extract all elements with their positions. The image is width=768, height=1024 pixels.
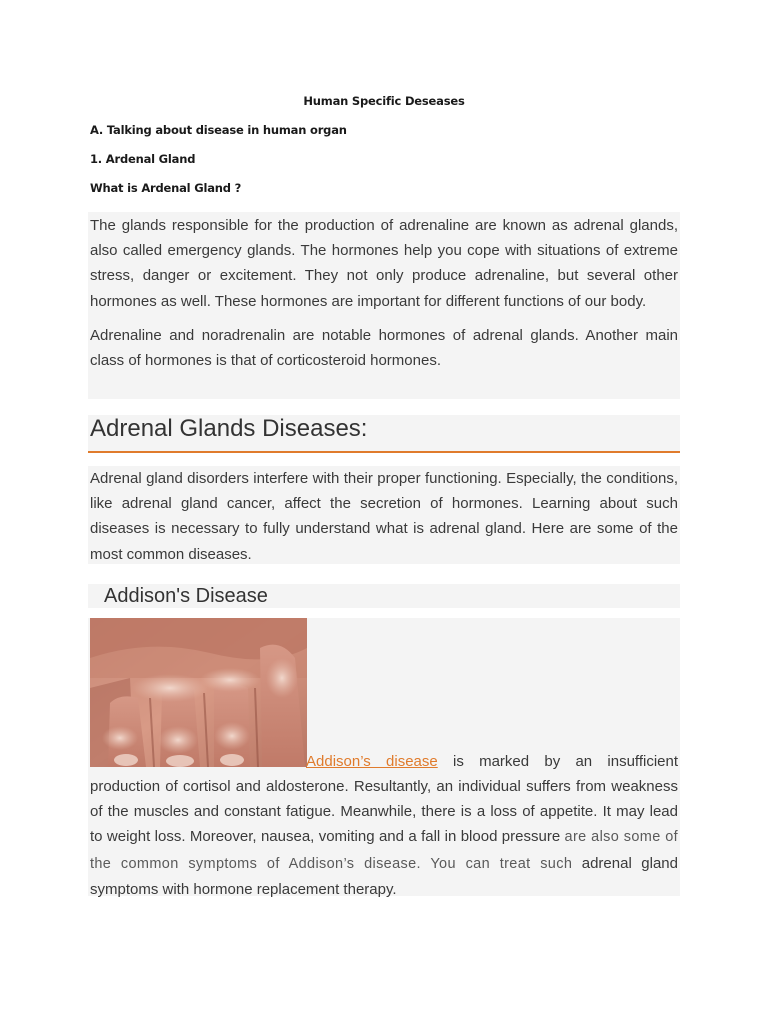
addison-heading: Addison's Disease bbox=[88, 584, 680, 608]
item-heading: 1. Ardenal Gland bbox=[90, 152, 196, 166]
addison-body-main: production of cortisol and aldosterone. Resultantly, an individual suffers from weakness of the muscles and constant fatigue. Meanwhile, there is a loss of appetite. It may lead to weight loss. Moreover, nausea, vomiting and a fall in blood pressure bbox=[90, 778, 678, 846]
addisons-disease-link[interactable]: Addison’s disease bbox=[306, 753, 438, 770]
intro-paragraph-2: Adrenaline and noradrenalin are notable hormones of adrenal glands. Another main class of hormones is that of corticosteroid hormones. bbox=[90, 326, 678, 370]
document-title: Human Specific Deseases bbox=[303, 94, 465, 108]
addison-first-line-rest: is marked by an insufficient bbox=[453, 753, 678, 770]
addison-body-last: adrenal gland symptoms with hormone replacement therapy. bbox=[90, 854, 678, 898]
addison-body bbox=[88, 774, 680, 902]
addison-first-line bbox=[306, 749, 678, 774]
vitiligo-hand-image bbox=[90, 618, 307, 767]
addison-paragraph bbox=[88, 774, 680, 902]
intro-paragraph-1: The glands responsible for the production of adrenaline are known as adrenal glands, also called emergency glands. The hormones help you cope with situations of extreme stress, danger or excitement. They not only produce adrenaline, but several other hormones as well. These hormones are important for different functions of our body. bbox=[90, 217, 678, 310]
hand-photo bbox=[90, 618, 307, 767]
diseases-paragraph: Adrenal gland disorders interfere with their proper functioning. Especially, the conditions, like adrenal gland cancer, affect the secretion of hormones. Learning about such diseases is necessary to fully understand what is adrenal gland. Here are some of the most common diseases. bbox=[90, 470, 678, 563]
addison-body-light: are also some of the common symptoms of Addison’s disease. You can treat such bbox=[90, 829, 678, 872]
intro-panel bbox=[88, 212, 680, 399]
section-heading: A. Talking about disease in human organ bbox=[90, 123, 347, 137]
diseases-heading: Adrenal Glands Diseases: bbox=[88, 415, 680, 453]
question-heading: What is Ardenal Gland ? bbox=[90, 181, 242, 195]
diseases-panel bbox=[88, 466, 680, 564]
